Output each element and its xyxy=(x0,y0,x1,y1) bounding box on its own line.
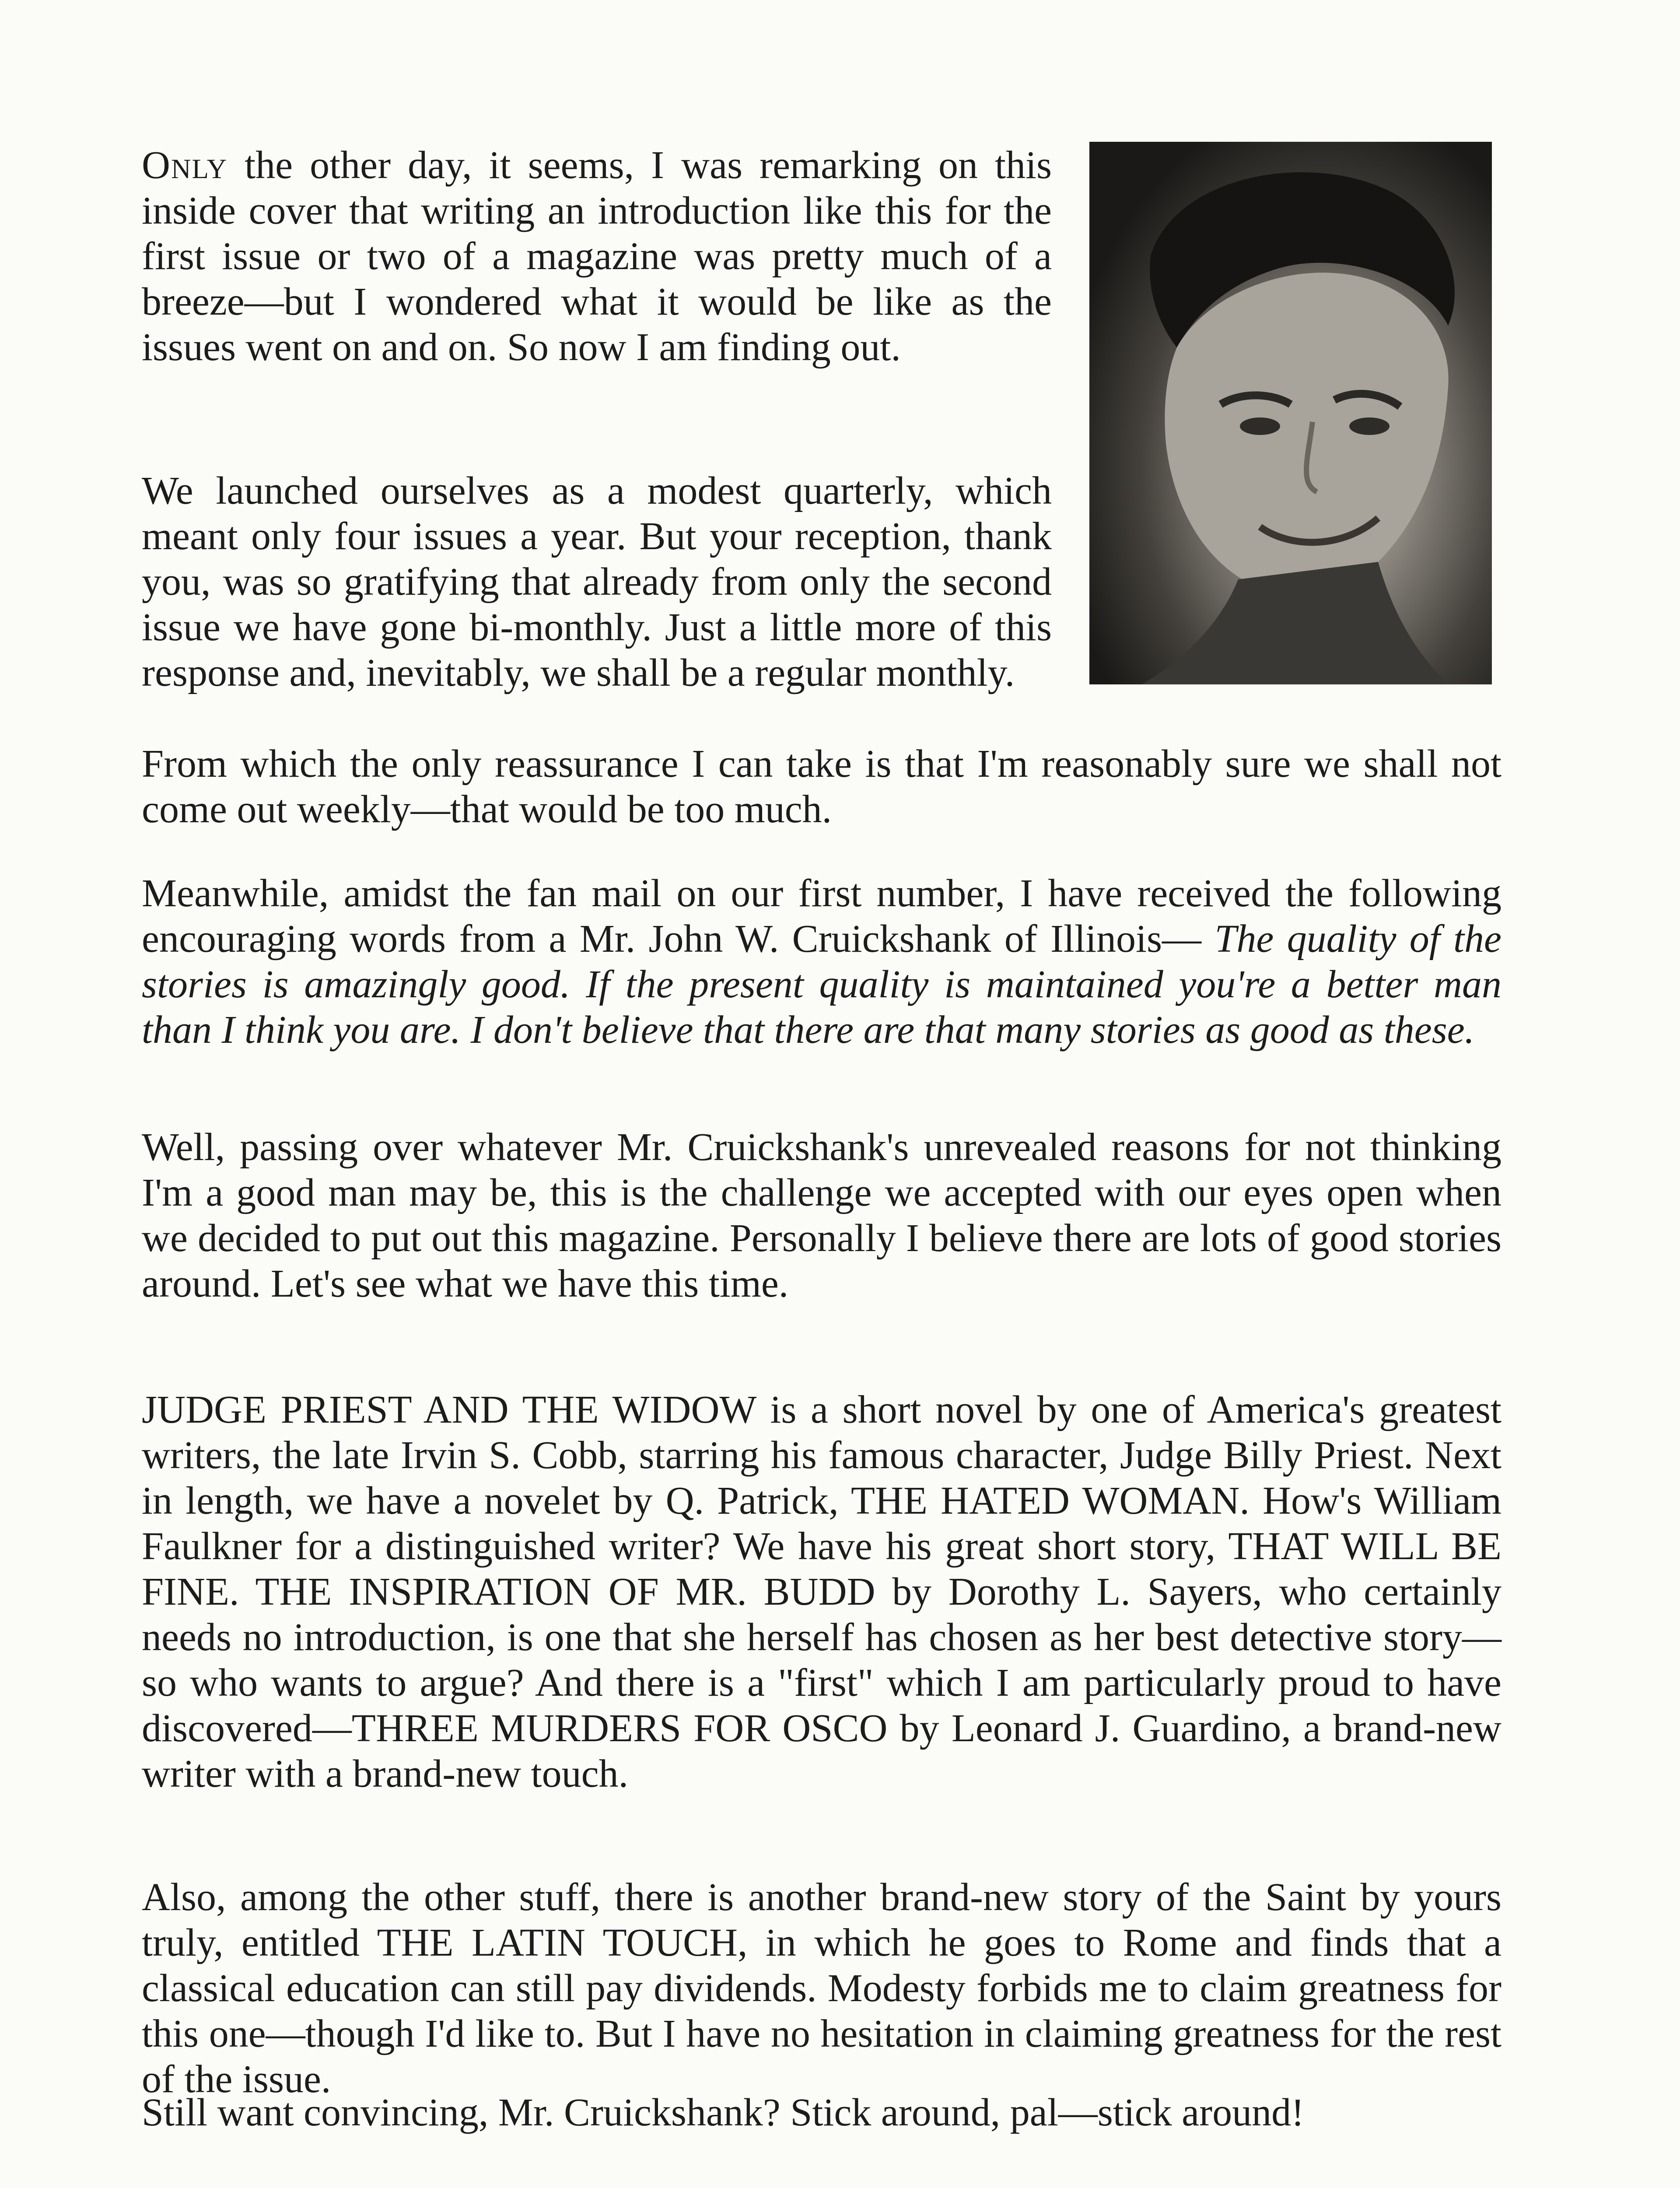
author-portrait-photo xyxy=(1089,142,1492,684)
reader-quote: The quality of the stories is amazingly good. If the present quality is maintained you're a better man than I think you are. I don't believe that there are that many stories as good as these. xyxy=(142,917,1502,1052)
paragraph-6-text: Also, among the other stuff, there is another brand-new story of the Saint by yours truly, entitled THE LATIN TOUCH, in which he goes to Rome and finds that a classical education can still pay dividends. Modesty forbids me to claim greatness for this one—though I'd like to. But I have no hesitation in claiming greatness for the rest of the issue. xyxy=(142,1876,1502,2101)
paragraph-3-intro: Meanwhile, amidst the fan mail on our first number, I have received the following encouraging words from a Mr. John W. Cruickshank of Illinois— xyxy=(142,872,1502,961)
paragraph-2-continued xyxy=(142,741,1502,832)
paragraph-4 xyxy=(142,1125,1502,1307)
paragraph-2 xyxy=(142,468,1052,696)
paragraph-5-text: JUDGE PRIEST AND THE WIDOW is a short novel by one of America's greatest writers, the late Irvin S. Cobb, starring his famous character, Judge Billy Priest. Next in length, we have a novelet by Q. Patrick, THE HATED WOMAN. How's William Faulkner for a distinguished writer? We have his great short story, THAT WILL BE FINE. THE INSPIRATION OF MR. BUDD by Dorothy L. Sayers, who certainly needs no introduction, is one that she herself has chosen as her best detective story—so who wants to argue? And there is a "first" which I am particularly proud to have discovered—THREE MURDERS FOR OSCO by Leonard J. Guardino, a brand-new writer with a brand-new touch. xyxy=(142,1388,1502,1795)
closing-line-text: Still want convincing, Mr. Cruickshank? Stick around, pal—stick around! xyxy=(142,2091,1305,2134)
paragraph-4-text: Well, passing over whatever Mr. Cruickshank's unrevealed reasons for not thinking I'm a good man may be, this is the challenge we accepted with our eyes open when we decided to put out this magazine. Personally I believe there are lots of good stories around. Let's see what we have this time. xyxy=(142,1126,1502,1305)
closing-line xyxy=(142,2090,1502,2135)
paragraph-2-text: We launched ourselves as a modest quarterly, which meant only four issues a year. But your reception, thank you, was so gratifying that already from only the second issue we have gone bi-monthly. Just a little more of this response and, inevitably, we shall be a regular monthly. xyxy=(142,469,1052,694)
drop-lead-word: Only xyxy=(142,144,228,187)
paragraph-1 xyxy=(142,143,1052,370)
paragraph-1-text: the other day, it seems, I was remarking on this inside cover that writing an introduction like this for the first issue or two of a magazine was pretty much of a breeze—but I wondered what it would be like as the issues went on and on. So now I am finding out. xyxy=(142,144,1052,369)
paragraph-3 xyxy=(142,871,1502,1053)
paragraph-5-contents xyxy=(142,1387,1502,1797)
paragraph-6 xyxy=(142,1875,1502,2102)
paragraph-2-continued-text: From which the only reassurance I can take is that I'm reasonably sure we shall not come out weekly—that would be too much. xyxy=(142,742,1502,831)
